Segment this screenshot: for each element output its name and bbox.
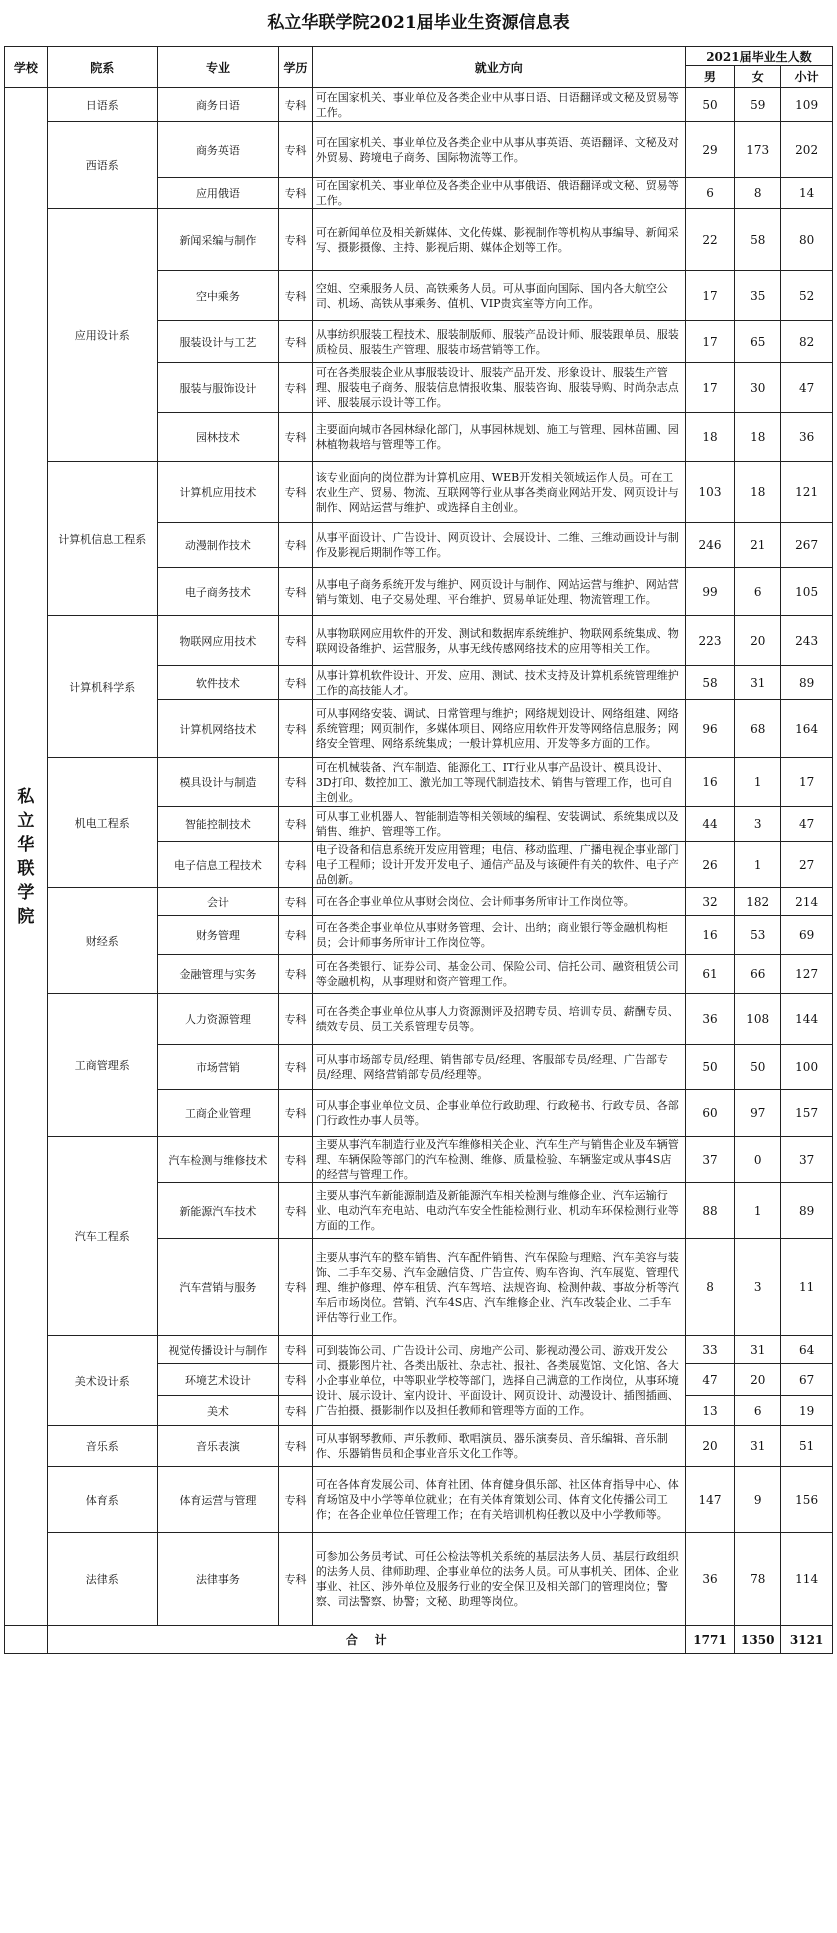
- degree-cell: 专科: [279, 700, 313, 758]
- female-count: 21: [735, 523, 781, 568]
- female-count: 31: [735, 1336, 781, 1364]
- degree-cell: 专科: [279, 616, 313, 666]
- major-cell: 应用俄语: [157, 178, 278, 209]
- department-cell: 日语系: [47, 88, 157, 122]
- female-count: 9: [735, 1467, 781, 1533]
- subtotal-count: 47: [781, 807, 833, 842]
- degree-cell: 专科: [279, 1426, 313, 1467]
- career-cell: 可在国家机关、事业单位及各类企业中从事从事英语、英语翻译、文秘及对外贸易、跨境电子商务、国际物流等工作。: [312, 122, 685, 178]
- degree-cell: 专科: [279, 321, 313, 363]
- subtotal-count: 157: [781, 1090, 833, 1137]
- male-count: 32: [685, 888, 734, 916]
- male-count: 17: [685, 271, 734, 321]
- major-cell: 新闻采编与制作: [157, 209, 278, 271]
- header-graduates: 2021届毕业生人数: [685, 47, 832, 66]
- degree-cell: 专科: [279, 363, 313, 413]
- female-count: 20: [735, 616, 781, 666]
- female-count: 18: [735, 462, 781, 523]
- degree-cell: 专科: [279, 842, 313, 888]
- major-cell: 园林技术: [157, 413, 278, 462]
- graduate-table: [4, 46, 833, 1654]
- major-cell: 商务英语: [157, 122, 278, 178]
- degree-cell: 专科: [279, 462, 313, 523]
- header-degree: 学历: [279, 47, 313, 88]
- major-cell: 视觉传播设计与制作: [157, 1336, 278, 1364]
- female-count: 20: [735, 1364, 781, 1396]
- subtotal-count: 47: [781, 363, 833, 413]
- career-cell: 可在各类服装企业从事服装设计、服装产品开发、形象设计、服装生产管理、服装电子商务、服装信息情报收集、服装咨询、服装导购、时尚杂志点评、服装展示设计等工作。: [312, 363, 685, 413]
- table-row: [5, 758, 833, 807]
- department-cell: 工商管理系: [47, 994, 157, 1137]
- subtotal-count: 164: [781, 700, 833, 758]
- subtotal-count: 100: [781, 1045, 833, 1090]
- female-count: 68: [735, 700, 781, 758]
- subtotal-count: 36: [781, 413, 833, 462]
- header-male: 男: [685, 66, 734, 88]
- degree-cell: 专科: [279, 666, 313, 700]
- female-count: 58: [735, 209, 781, 271]
- female-count: 3: [735, 1239, 781, 1336]
- career-cell: 可在机械装备、汽车制造、能源化工、IT行业从事产品设计、模具设计、3D打印、数控加工、激光加工等现代制造技术、销售与管理工作，也可自主创业。: [312, 758, 685, 807]
- header-department: 院系: [47, 47, 157, 88]
- male-count: 147: [685, 1467, 734, 1533]
- subtotal-count: 11: [781, 1239, 833, 1336]
- female-count: 182: [735, 888, 781, 916]
- school-char: 私: [17, 786, 35, 807]
- degree-cell: 专科: [279, 1239, 313, 1336]
- subtotal-count: 105: [781, 568, 833, 616]
- subtotal-count: 52: [781, 271, 833, 321]
- career-cell: 可从事企事业单位文员、企事业单位行政助理、行政秘书、行政专员、各部门行政性办事人员等。: [312, 1090, 685, 1137]
- career-cell: 主要从事汽车的整车销售、汽车配件销售、汽车保险与理赔、汽车美容与装饰、二手车交易、汽车金融信贷、广告宣传、购车咨询、汽车展览、管理代理、维护修理、停车租赁、汽车驾培、法规咨询、检测仲裁、事故分析等汽车后市场岗位。营销、汽车4S店、汽车维修企业、汽车改装企业、二手车评估等行业工作。: [312, 1239, 685, 1336]
- degree-cell: 专科: [279, 1183, 313, 1239]
- male-count: 50: [685, 1045, 734, 1090]
- career-cell: 主要从事汽车制造行业及汽车维修相关企业、汽车生产与销售企业及车辆管理、车辆保险等部门的汽车检测、维修、质量检验、车辆鉴定或从事4S店的经营与管理工作。: [312, 1137, 685, 1183]
- career-cell: 可在各类银行、证券公司、基金公司、保险公司、信托公司、融资租赁公司等金融机构，从事理财和资产管理工作。: [312, 955, 685, 994]
- school-cell: [5, 88, 48, 1626]
- subtotal-count: 64: [781, 1336, 833, 1364]
- degree-cell: 专科: [279, 523, 313, 568]
- degree-cell: 专科: [279, 1533, 313, 1626]
- male-count: 50: [685, 88, 734, 122]
- major-cell: 智能控制技术: [157, 807, 278, 842]
- male-count: 47: [685, 1364, 734, 1396]
- male-count: 13: [685, 1396, 734, 1426]
- degree-cell: 专科: [279, 888, 313, 916]
- male-count: 17: [685, 363, 734, 413]
- male-count: 99: [685, 568, 734, 616]
- department-cell: 应用设计系: [47, 209, 157, 462]
- career-cell: 可参加公务员考试、可任公检法等机关系统的基层法务人员、基层行政组织的法务人员、律师助理、企事业单位的法务人员。可从事机关、团体、企业事业、社区、涉外单位及服务行业的安全保卫及相关部门的管理岗位；警察、司法警察、协警；文秘、助理等岗位。: [312, 1533, 685, 1626]
- male-count: 88: [685, 1183, 734, 1239]
- career-cell: 可在国家机关、事业单位及各类企业中从事俄语、俄语翻译或文秘、贸易等工作。: [312, 178, 685, 209]
- major-cell: 工商企业管理: [157, 1090, 278, 1137]
- male-count: 96: [685, 700, 734, 758]
- subtotal-count: 121: [781, 462, 833, 523]
- subtotal-count: 127: [781, 955, 833, 994]
- career-cell: 可在各类企事业单位从事财务管理、会计、出纳；商业银行等金融机构柜员；会计师事务所审计工作岗位等。: [312, 916, 685, 955]
- career-cell: 电子设备和信息系统开发应用管理；电信、移动监理、广播电视企事业部门电子工程师；设计开发开发电子、通信产品及与该硬件有关的软件、电子产品创新。: [312, 842, 685, 888]
- major-cell: 美术: [157, 1396, 278, 1426]
- degree-cell: 专科: [279, 1364, 313, 1396]
- male-count: 17: [685, 321, 734, 363]
- career-cell: 从事计算机软件设计、开发、应用、测试、技术支持及计算机系统管理维护工作的高技能人才。: [312, 666, 685, 700]
- subtotal-count: 89: [781, 1183, 833, 1239]
- male-count: 26: [685, 842, 734, 888]
- table-row: [5, 1336, 833, 1364]
- header-school: 学校: [5, 47, 48, 88]
- major-cell: 计算机应用技术: [157, 462, 278, 523]
- subtotal-count: 202: [781, 122, 833, 178]
- major-cell: 服装设计与工艺: [157, 321, 278, 363]
- female-count: 30: [735, 363, 781, 413]
- subtotal-count: 89: [781, 666, 833, 700]
- table-row: [5, 1467, 833, 1533]
- female-count: 8: [735, 178, 781, 209]
- school-char: 立: [17, 810, 35, 831]
- subtotal-count: 37: [781, 1137, 833, 1183]
- subtotal-count: 243: [781, 616, 833, 666]
- career-cell: 主要面向城市各园林绿化部门，从事园林规划、施工与管理、园林苗圃、园林植物栽培与管理等工作。: [312, 413, 685, 462]
- male-count: 223: [685, 616, 734, 666]
- total-female: 1350: [735, 1626, 781, 1654]
- male-count: 36: [685, 994, 734, 1045]
- total-row: [5, 1626, 833, 1654]
- department-cell: 计算机信息工程系: [47, 462, 157, 616]
- table-row: [5, 888, 833, 916]
- major-cell: 金融管理与实务: [157, 955, 278, 994]
- subtotal-count: 80: [781, 209, 833, 271]
- major-cell: 体育运营与管理: [157, 1467, 278, 1533]
- header-career: 就业方向: [312, 47, 685, 88]
- male-count: 36: [685, 1533, 734, 1626]
- female-count: 66: [735, 955, 781, 994]
- female-count: 1: [735, 842, 781, 888]
- total-male: 1771: [685, 1626, 734, 1654]
- major-cell: 物联网应用技术: [157, 616, 278, 666]
- major-cell: 市场营销: [157, 1045, 278, 1090]
- degree-cell: 专科: [279, 1045, 313, 1090]
- female-count: 1: [735, 1183, 781, 1239]
- subtotal-count: 51: [781, 1426, 833, 1467]
- major-cell: 会计: [157, 888, 278, 916]
- degree-cell: 专科: [279, 1467, 313, 1533]
- career-cell: 该专业面向的岗位群为计算机应用、WEB开发相关领域运作人员。可在工农业生产、贸易、物流、互联网等行业从事各类商业网站开发、网页设计与制作、网站运营与维护、或选择自主创业。: [312, 462, 685, 523]
- degree-cell: 专科: [279, 568, 313, 616]
- career-cell: 可从事工业机器人、智能制造等相关领域的编程、安装调试、系统集成以及销售、维护、管理等工作。: [312, 807, 685, 842]
- subtotal-count: 82: [781, 321, 833, 363]
- career-cell: 空姐、空乘服务人员、高铁乘务人员。可从事面向国际、国内各大航空公司、机场、高铁从事乘务、值机、VIP贵宾室等方向工作。: [312, 271, 685, 321]
- female-count: 59: [735, 88, 781, 122]
- female-count: 1: [735, 758, 781, 807]
- school-char: 院: [17, 906, 35, 927]
- table-row: [5, 1426, 833, 1467]
- department-cell: 财经系: [47, 888, 157, 994]
- major-cell: 音乐表演: [157, 1426, 278, 1467]
- degree-cell: 专科: [279, 122, 313, 178]
- subtotal-count: 109: [781, 88, 833, 122]
- major-cell: 财务管理: [157, 916, 278, 955]
- subtotal-count: 214: [781, 888, 833, 916]
- degree-cell: 专科: [279, 916, 313, 955]
- career-cell: 从事电子商务系统开发与维护、网页设计与制作、网站运营与维护、网站营销与策划、电子交易处理、平台维护、贸易单证处理、物流管理工作。: [312, 568, 685, 616]
- subtotal-count: 156: [781, 1467, 833, 1533]
- degree-cell: 专科: [279, 271, 313, 321]
- table-row: [5, 462, 833, 523]
- career-cell: 从事物联网应用软件的开发、测试和数据库系统维护、物联网系统集成、物联网设备维护、运营服务，从事无线传感网络技术的应用等相关工作。: [312, 616, 685, 666]
- career-cell: 可在新闻单位及相关新媒体、文化传媒、影视制作等机构从事编导、新闻采写、摄影摄像、主持、影视后期、媒体企划等工作。: [312, 209, 685, 271]
- male-count: 18: [685, 413, 734, 462]
- major-cell: 模具设计与制造: [157, 758, 278, 807]
- school-char: 华: [17, 834, 35, 855]
- header-female: 女: [735, 66, 781, 88]
- header-subtotal: 小计: [781, 66, 833, 88]
- career-cell: 可在各体育发展公司、体育社团、体育健身俱乐部、社区体育指导中心、体育场馆及中小学等单位就业；在有关体育策划公司、体育文化传播公司工作；在各企业单位任管理工作；在有关培训机构任教以及中小学教师等。: [312, 1467, 685, 1533]
- subtotal-count: 144: [781, 994, 833, 1045]
- table-row: [5, 122, 833, 178]
- degree-cell: 专科: [279, 955, 313, 994]
- subtotal-count: 27: [781, 842, 833, 888]
- female-count: 173: [735, 122, 781, 178]
- female-count: 6: [735, 568, 781, 616]
- major-cell: 软件技术: [157, 666, 278, 700]
- subtotal-count: 69: [781, 916, 833, 955]
- male-count: 16: [685, 916, 734, 955]
- male-count: 22: [685, 209, 734, 271]
- career-cell: 可到装饰公司、广告设计公司、房地产公司、影视动漫公司、游戏开发公司、摄影图片社、各类出版社、杂志社、报社、各类展览馆、文化馆、各大小企事业单位，中等职业学校等部门，选择自己满意的工作岗位，从事环境设计、展示设计、室内设计、平面设计、网页设计、动漫设计、插图插画、广告拍摄、摄影制作以及担任教师和管理等方面的工作。: [312, 1336, 685, 1426]
- department-cell: 音乐系: [47, 1426, 157, 1467]
- female-count: 6: [735, 1396, 781, 1426]
- male-count: 37: [685, 1137, 734, 1183]
- subtotal-count: 19: [781, 1396, 833, 1426]
- female-count: 78: [735, 1533, 781, 1626]
- department-cell: 机电工程系: [47, 758, 157, 888]
- degree-cell: 专科: [279, 209, 313, 271]
- career-cell: 从事纺织服装工程技术、服装制版师、服装产品设计师、服装跟单员、服装质检员、服装生产管理、服装市场营销等工作。: [312, 321, 685, 363]
- department-cell: 法律系: [47, 1533, 157, 1626]
- total-all: 3121: [781, 1626, 833, 1654]
- career-cell: 从事平面设计、广告设计、网页设计、会展设计、二维、三维动画设计与制作及影视后期制作等工作。: [312, 523, 685, 568]
- male-count: 33: [685, 1336, 734, 1364]
- career-cell: 可在各类企事业单位从事人力资源测评及招聘专员、培训专员、薪酬专员、绩效专员、员工关系管理专员等。: [312, 994, 685, 1045]
- major-cell: 计算机网络技术: [157, 700, 278, 758]
- female-count: 53: [735, 916, 781, 955]
- table-row: [5, 209, 833, 271]
- degree-cell: 专科: [279, 178, 313, 209]
- female-count: 18: [735, 413, 781, 462]
- major-cell: 法律事务: [157, 1533, 278, 1626]
- male-count: 6: [685, 178, 734, 209]
- career-cell: 主要从事汽车新能源制造及新能源汽车相关检测与维修企业、汽车运输行业、电动汽车充电站、电动汽车安全性能检测行业、机动车环保检测行业等方面的工作。: [312, 1183, 685, 1239]
- major-cell: 电子商务技术: [157, 568, 278, 616]
- degree-cell: 专科: [279, 994, 313, 1045]
- table-row: [5, 1137, 833, 1183]
- male-count: 246: [685, 523, 734, 568]
- female-count: 3: [735, 807, 781, 842]
- female-count: 0: [735, 1137, 781, 1183]
- male-count: 103: [685, 462, 734, 523]
- female-count: 35: [735, 271, 781, 321]
- major-cell: 汽车营销与服务: [157, 1239, 278, 1336]
- career-cell: 可在国家机关、事业单位及各类企业中从事日语、日语翻译或文秘及贸易等工作。: [312, 88, 685, 122]
- female-count: 65: [735, 321, 781, 363]
- male-count: 44: [685, 807, 734, 842]
- degree-cell: 专科: [279, 1336, 313, 1364]
- degree-cell: 专科: [279, 88, 313, 122]
- career-cell: 可从事钢琴教师、声乐教师、歌唱演员、器乐演奏员、音乐编辑、音乐制作、乐器销售员和企事业音乐文化工作等。: [312, 1426, 685, 1467]
- table-row: [5, 994, 833, 1045]
- major-cell: 服装与服饰设计: [157, 363, 278, 413]
- male-count: 60: [685, 1090, 734, 1137]
- subtotal-count: 17: [781, 758, 833, 807]
- subtotal-count: 14: [781, 178, 833, 209]
- department-cell: 计算机科学系: [47, 616, 157, 758]
- department-cell: 体育系: [47, 1467, 157, 1533]
- department-cell: 美术设计系: [47, 1336, 157, 1426]
- female-count: 108: [735, 994, 781, 1045]
- degree-cell: 专科: [279, 1396, 313, 1426]
- male-count: 8: [685, 1239, 734, 1336]
- career-cell: 可从事网络安装、调试、日常管理与维护；网络规划设计、网络组建、网络系统管理；网页制作，多媒体项目、网络应用软件开发等网络信息服务；网络安全管理、网络系统集成；一般计算机应用、开发等多方面的工作。: [312, 700, 685, 758]
- major-cell: 动漫制作技术: [157, 523, 278, 568]
- major-cell: 新能源汽车技术: [157, 1183, 278, 1239]
- school-char: 联: [17, 858, 35, 879]
- school-char: 学: [17, 882, 35, 903]
- female-count: 97: [735, 1090, 781, 1137]
- department-cell: 汽车工程系: [47, 1137, 157, 1336]
- female-count: 31: [735, 1426, 781, 1467]
- department-cell: 西语系: [47, 122, 157, 209]
- degree-cell: 专科: [279, 1137, 313, 1183]
- male-count: 20: [685, 1426, 734, 1467]
- total-label: 合 计: [47, 1626, 685, 1654]
- degree-cell: 专科: [279, 758, 313, 807]
- table-body: [5, 88, 833, 1626]
- major-cell: 空中乘务: [157, 271, 278, 321]
- table-row: [5, 88, 833, 122]
- male-count: 61: [685, 955, 734, 994]
- page-title: 私立华联学院2021届毕业生资源信息表: [267, 13, 570, 33]
- major-cell: 人力资源管理: [157, 994, 278, 1045]
- career-cell: 可从事市场部专员/经理、销售部专员/经理、客服部专员/经理、广告部专员/经理、网络营销部专员/经理等。: [312, 1045, 685, 1090]
- female-count: 31: [735, 666, 781, 700]
- major-cell: 汽车检测与维修技术: [157, 1137, 278, 1183]
- male-count: 16: [685, 758, 734, 807]
- major-cell: 商务日语: [157, 88, 278, 122]
- major-cell: 电子信息工程技术: [157, 842, 278, 888]
- male-count: 58: [685, 666, 734, 700]
- header-major: 专业: [157, 47, 278, 88]
- table-row: [5, 1533, 833, 1626]
- degree-cell: 专科: [279, 413, 313, 462]
- male-count: 29: [685, 122, 734, 178]
- subtotal-count: 267: [781, 523, 833, 568]
- major-cell: 环境艺术设计: [157, 1364, 278, 1396]
- table-row: [5, 616, 833, 666]
- subtotal-count: 114: [781, 1533, 833, 1626]
- degree-cell: 专科: [279, 807, 313, 842]
- female-count: 50: [735, 1045, 781, 1090]
- career-cell: 可在各企事业单位从事财会岗位、会计师事务所审计工作岗位等。: [312, 888, 685, 916]
- subtotal-count: 67: [781, 1364, 833, 1396]
- degree-cell: 专科: [279, 1090, 313, 1137]
